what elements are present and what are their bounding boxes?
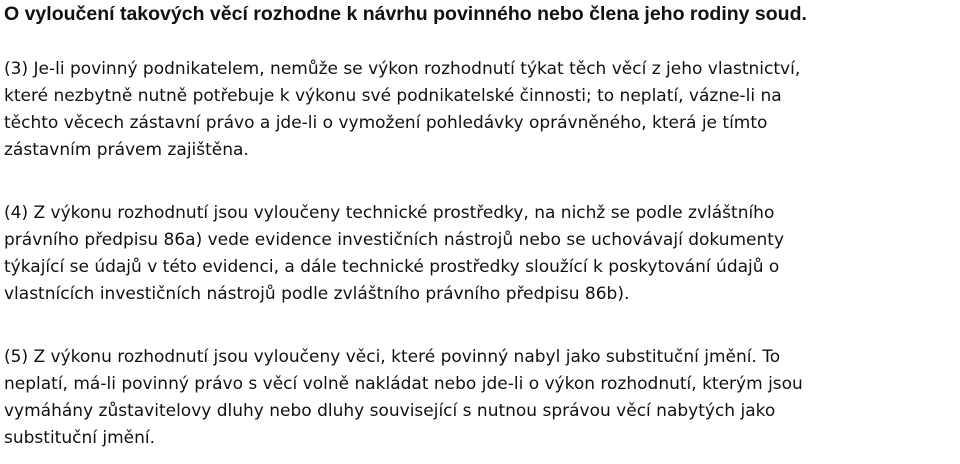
paragraph-line: substituční jmění. [4, 428, 155, 448]
paragraph-3 [4, 56, 958, 164]
paragraph-line: týkající se údajů v této evidenci, a dále technické prostředky sloužící k poskytování údajů o [4, 257, 780, 277]
paragraph-line: právního předpisu 86a) vede evidence investičních nástrojů nebo se uchovávají dokumenty [4, 230, 784, 250]
paragraph-line: (3) Je-li povinný podnikatelem, nemůže se výkon rozhodnutí týkat těch věcí z jeho vlastnictví, [4, 59, 801, 79]
paragraph-line: vlastnících investičních nástrojů podle zvláštního právního předpisu 86b). [4, 284, 630, 304]
paragraph-line: (5) Z výkonu rozhodnutí jsou vyloučeny věci, které povinný nabyl jako substituční jmění. To [4, 347, 781, 367]
paragraph-line: vymáhány zůstavitelovy dluhy nebo dluhy související s nutnou správou věcí nabytých jako [4, 401, 776, 421]
paragraph-line: těchto věcech zástavní právo a jde-li o vymožení pohledávky oprávněného, která je tímto [4, 113, 768, 133]
paragraph-line: (4) Z výkonu rozhodnutí jsou vyloučeny technické prostředky, na nichž se podle zvláštního [4, 203, 775, 223]
document-heading: O vyloučení takových věcí rozhodne k návrhu povinného nebo člena jeho rodiny soud. [4, 3, 807, 25]
paragraph-4 [4, 200, 958, 308]
paragraph-5 [4, 344, 958, 452]
paragraph-line: které nezbytně nutně potřebuje k výkonu své podnikatelské činnosti; to neplatí, vázne-li na [4, 86, 782, 106]
paragraph-line: neplatí, má-li povinný právo s věcí volně nakládat nebo jde-li o výkon rozhodnutí, kterým jsou [4, 374, 803, 394]
paragraph-line: zástavním právem zajištěna. [4, 140, 249, 160]
